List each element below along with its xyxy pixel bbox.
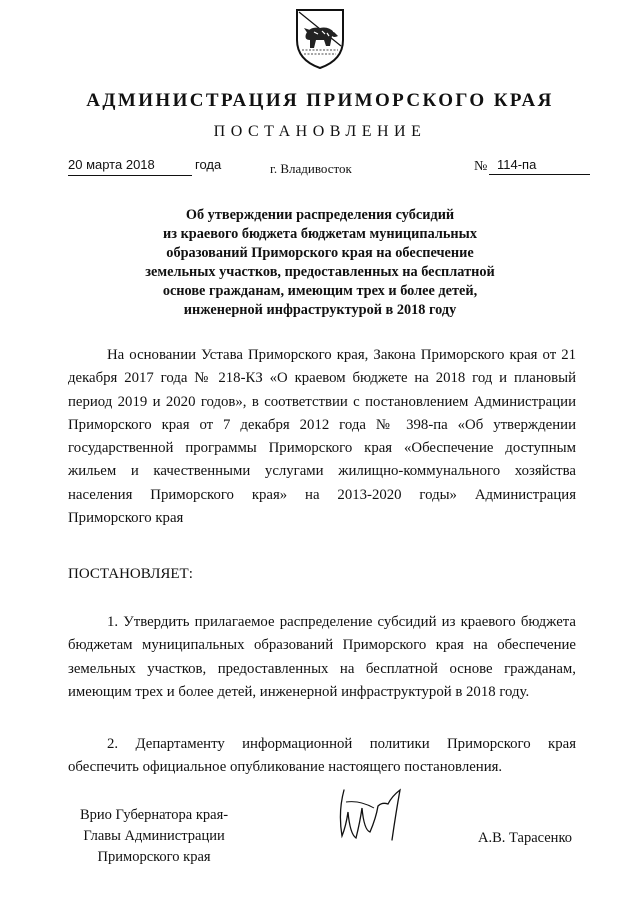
document-type: ПОСТАНОВЛЕНИЕ [213, 123, 427, 140]
document-title [100, 206, 540, 320]
document-number: 114-па [489, 157, 590, 175]
title-line: образований Приморского края на обеспечение [166, 245, 474, 261]
signatory-position-line: Главы Администрации [83, 828, 225, 844]
signatory-position-line: Врио Губернатора края- [80, 807, 229, 823]
signatory-position-line: Приморского края [97, 849, 211, 865]
document-city: г. Владивосток [270, 161, 352, 176]
preamble-paragraph: На основании Устава Приморского края, Закона Приморского края от 21 декабря 2017 года № 218-КЗ «О краевом бюджете на 2018 год и плановый период 2019 и 2020 годов», в соответствии с постановлением Администрации Приморского края от 7 декабря 2012 года № 398-па «Об утверждении государственной программы Приморского края «Обеспечение доступным жильем и качественными услугами жилищно-коммунального хозяйства населения Приморского края» на 2013-2020 годы» Администрация Приморского края [68, 347, 576, 527]
decree-word: ПОСТАНОВЛЯЕТ: [68, 566, 193, 582]
title-line: земельных участков, предоставленных на бесплатной [145, 264, 495, 280]
clause-2: 2. Департаменту информационной политики Приморского края обеспечить официальное опубликование настоящего постановления. [68, 736, 576, 776]
title-line: инженерной инфраструктурой в 2018 году [183, 302, 457, 318]
document-date [68, 157, 222, 176]
document-number-label: № [474, 159, 488, 174]
title-line: основе гражданам, имеющим трех и более детей, [162, 283, 478, 299]
coat-of-arms-icon [294, 6, 346, 70]
title-line: из краевого бюджета бюджетам муниципальных [163, 226, 477, 242]
signatory-position [80, 805, 228, 868]
title-line: Об утверждении распределения субсидий [185, 207, 455, 223]
document-date-suffix: года [195, 157, 222, 172]
signature-icon [330, 782, 420, 844]
clause-1: 1. Утвердить прилагаемое распределение субсидий из краевого бюджета бюджетам муниципальных образований Приморского края на обеспечение земельных участков, предоставленных на бесплатной основе гражданам, имеющим трех и более детей, инженерной инфраструктурой в 2018 году. [68, 614, 576, 700]
document-date-value: 20 марта 2018 [68, 157, 155, 172]
signatory-name: А.В. Тарасенко [478, 830, 573, 846]
organization-title: АДМИНИСТРАЦИЯ ПРИМОРСКОГО КРАЯ [86, 90, 554, 111]
